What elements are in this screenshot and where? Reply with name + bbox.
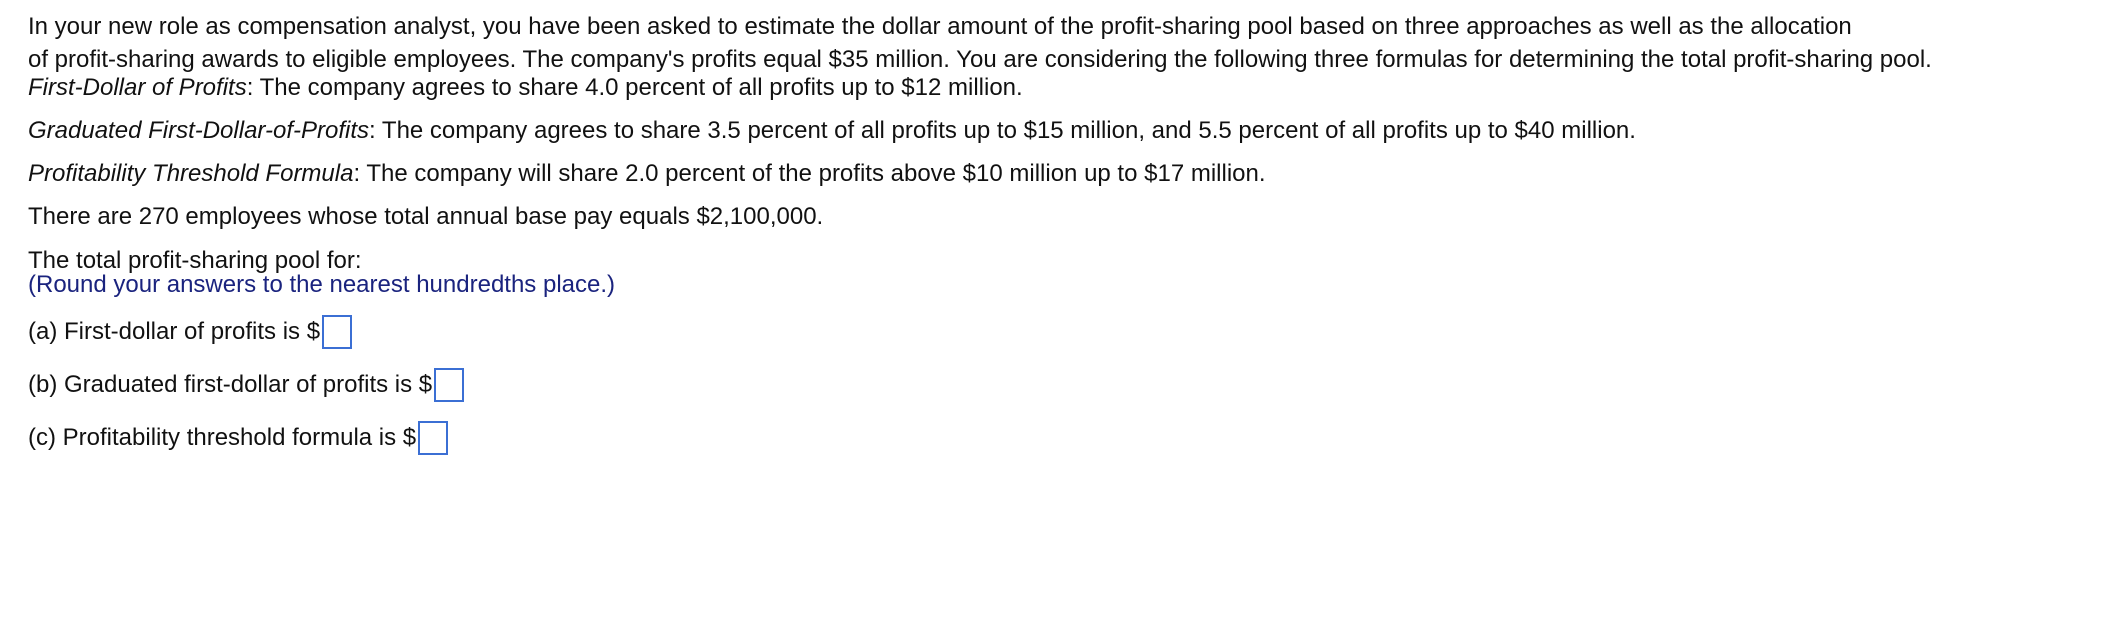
formula-description: : The company agrees to share 3.5 percent of all profits up to $15 million, and 5.5 percent of all profits up to $40 million. <box>369 117 1636 144</box>
answer-label-c: (c) Profitability threshold formula is $ <box>28 424 417 451</box>
formula-description: : The company will share 2.0 percent of the profits above $10 million up to $17 million. <box>353 160 1266 187</box>
intro-line-1: In your new role as compensation analyst, you have been asked to estimate the dollar amount of the profit-sharing pool based on three approaches as well as the allocation <box>28 13 1852 40</box>
answer-row-b <box>28 368 464 402</box>
formula-first-dollar <box>28 71 1023 104</box>
rounding-hint: (Round your answers to the nearest hundredths place.) <box>28 271 616 298</box>
formula-term: Profitability Threshold Formula <box>28 160 354 187</box>
formula-description: : The company agrees to share 4.0 percent of all profits up to $12 million. <box>246 74 1023 101</box>
answer-row-c <box>28 421 448 455</box>
answer-input-c[interactable] <box>418 421 448 455</box>
answer-input-b[interactable] <box>434 368 464 402</box>
formula-graduated <box>28 114 1636 147</box>
intro-paragraph <box>28 10 2088 76</box>
intro-line-2: of profit-sharing awards to eligible employees. The company's profits equal $35 million. You are considering the following three formulas for determining the total profit-sharing pool. <box>28 46 1932 73</box>
formula-term: Graduated First-Dollar-of-Profits <box>28 117 369 144</box>
answer-label-b: (b) Graduated first-dollar of profits is $ <box>28 371 433 398</box>
formula-threshold <box>28 157 1266 190</box>
question-prompt: The total profit-sharing pool for: <box>28 247 362 274</box>
answer-label-a: (a) First-dollar of profits is $ <box>28 318 321 345</box>
employees-statement: There are 270 employees whose total annual base pay equals $2,100,000. <box>28 203 824 230</box>
answer-input-a[interactable] <box>322 315 352 349</box>
formula-term: First-Dollar of Profits <box>28 74 247 101</box>
answer-row-a <box>28 315 352 349</box>
